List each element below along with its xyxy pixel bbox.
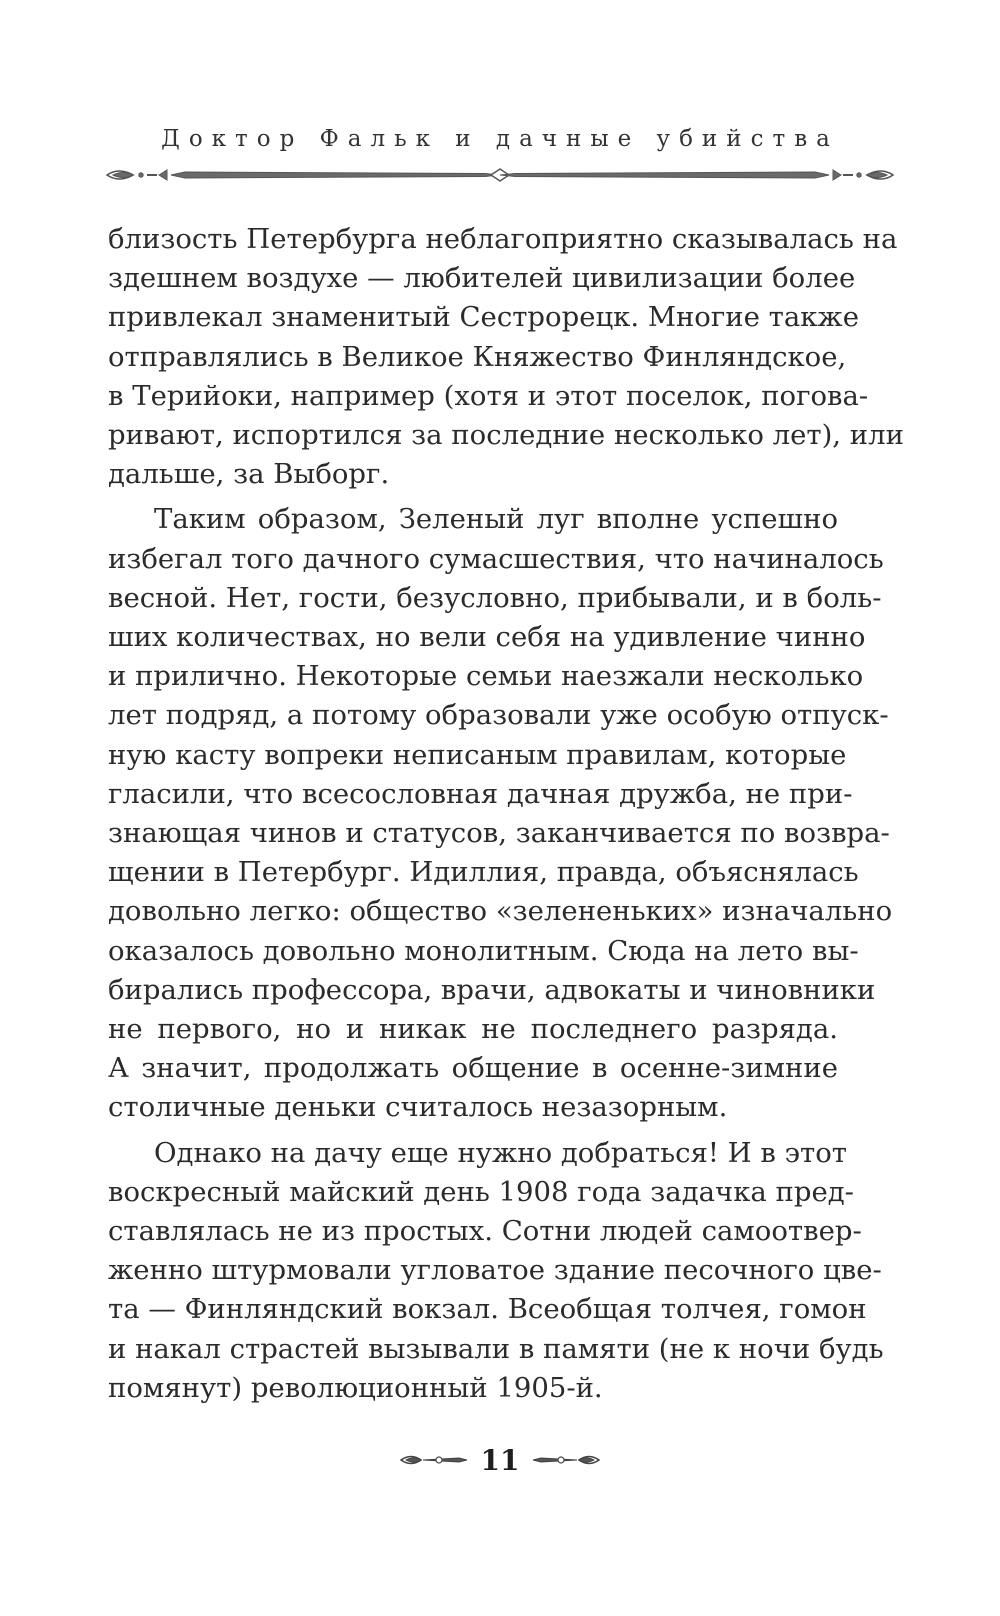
body-text — [108, 220, 904, 1414]
text-line: помянут) революционный 1905-й. — [108, 1371, 603, 1404]
text-line: знающая чинов и статусов, заканчивается по возвра- — [108, 817, 890, 850]
text-line: столичные деньки считалось незазорным. — [108, 1091, 728, 1124]
text-line: привлекал знаменитый Сестрорецк. Многие также — [108, 301, 859, 334]
text-line: Таким образом, Зеленый луг вполне успешно — [154, 503, 838, 536]
text-line: здешнем воздухе — любителей цивилизации более — [108, 262, 856, 295]
text-line: ривают, испортился за последние несколько лет), или — [108, 419, 904, 452]
folio — [0, 1440, 1000, 1480]
text-line: отправлялись в Великое Княжество Финляндское, — [108, 340, 847, 373]
folio-ornament-right-icon — [531, 1450, 601, 1470]
text-line: та — Финляндский вокзал. Всеобщая толчея, гомон — [108, 1293, 867, 1326]
text-line: женно штурмовали угловатое здание песочного цве- — [108, 1254, 882, 1287]
ornamental-rule-icon — [105, 160, 895, 190]
page-number: 11 — [480, 1443, 520, 1477]
paragraph — [108, 1134, 884, 1408]
text-line: не первого, но и никак не последнего разряда. — [108, 1013, 838, 1046]
text-line: близость Петербурга неблагоприятно сказывалась на — [108, 223, 898, 255]
text-line: лет подряд, а потому образовали уже особую отпуск- — [108, 699, 889, 732]
text-line: весной. Нет, гости, безусловно, прибывали, и в боль- — [108, 581, 882, 614]
text-line: довольно легко: общество «зелененьких» изначально — [108, 895, 893, 928]
paragraph — [108, 220, 904, 494]
text-line: ставлялась не из простых. Сотни людей самоотвер- — [108, 1215, 862, 1248]
paragraph — [108, 500, 893, 1127]
text-line: избегал того дачного сумасшествия, что начиналось — [108, 542, 884, 575]
text-line: оказалось довольно монолитным. Сюда на лето вы- — [108, 934, 859, 967]
text-line: в Терийоки, например (хотя и этот поселок, погова- — [108, 379, 869, 412]
text-line: Однако на дачу еще нужно добраться! И в этот — [154, 1136, 847, 1169]
text-line: гласили, что всесословная дачная дружба, не при- — [108, 777, 853, 810]
text-line: щении в Петербург. Идиллия, правда, объяснялась — [108, 856, 859, 889]
folio-ornament-left-icon — [399, 1450, 469, 1470]
text-line: ших количествах, но вели себя на удивление чинно — [108, 621, 866, 654]
running-head: Доктор Фальк и дачные убийства — [161, 126, 839, 152]
text-line: воскресный майский день 1908 года задачка пред- — [108, 1175, 854, 1208]
text-line: и прилично. Некоторые семьи наезжали несколько — [108, 660, 864, 693]
text-line: бирались профессора, врачи, адвокаты и чиновники — [108, 973, 876, 1006]
text-line: А значит, продолжать общение в осенне-зимние — [108, 1052, 838, 1085]
text-line: дальше, за Выборг. — [108, 458, 390, 491]
text-line: и накал страстей вызывали в памяти (не к ночи будь — [108, 1332, 884, 1365]
text-line: ную касту вопреки неписаным правилам, которые — [108, 738, 847, 771]
